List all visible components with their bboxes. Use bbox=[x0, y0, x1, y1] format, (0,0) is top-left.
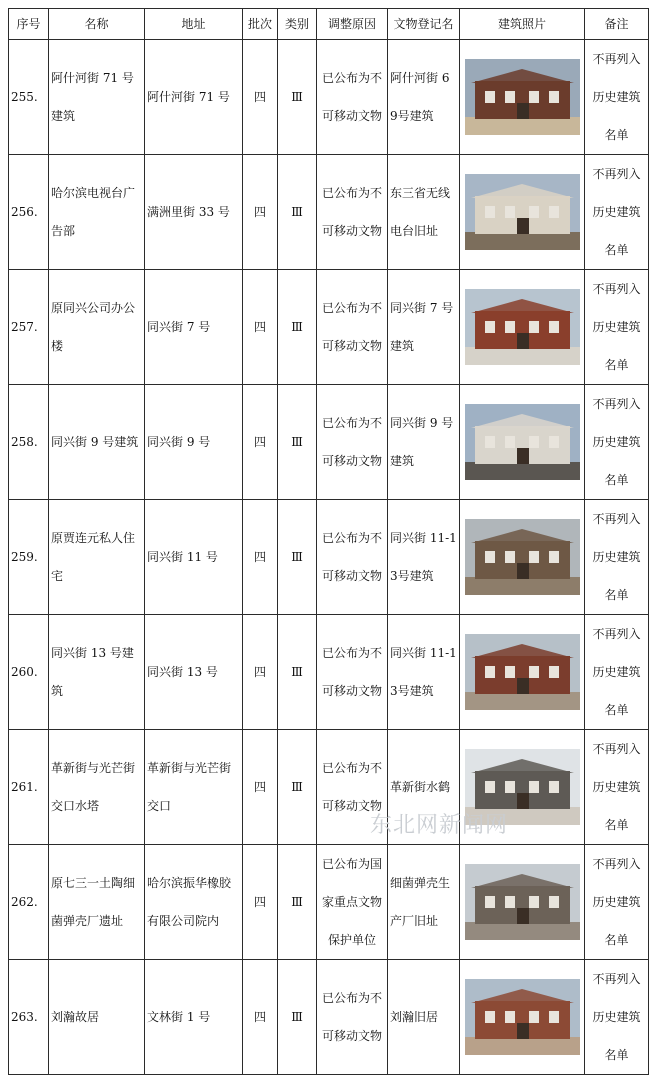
batch-text: 四 bbox=[253, 90, 266, 104]
name-text: 刘瀚故居 bbox=[51, 1010, 100, 1024]
category-cell bbox=[278, 500, 317, 615]
remark-cell bbox=[585, 385, 649, 500]
address-cell bbox=[145, 500, 243, 615]
name-text: 原贾连元私人住宅 bbox=[51, 531, 136, 583]
header-reason: 调整原因 bbox=[317, 9, 388, 40]
remark-cell bbox=[585, 615, 649, 730]
remark-text: 不再列入历史建筑名单 bbox=[592, 857, 641, 947]
relic-name-cell bbox=[388, 40, 460, 155]
name-cell bbox=[49, 385, 145, 500]
remark-text: 不再列入历史建筑名单 bbox=[592, 167, 641, 257]
name-cell bbox=[49, 40, 145, 155]
address-text: 文林街 1 号 bbox=[147, 1010, 211, 1024]
seq-cell bbox=[9, 845, 49, 960]
reason-text: 已公布为不可移动文物 bbox=[321, 646, 382, 698]
remark-cell bbox=[585, 155, 649, 270]
table-row bbox=[9, 40, 649, 155]
batch-cell bbox=[243, 155, 278, 270]
photo-building-256 bbox=[465, 174, 580, 250]
photo-cell bbox=[460, 500, 585, 615]
photo-cell bbox=[460, 155, 585, 270]
category-cell bbox=[278, 730, 317, 845]
seq-text: 263. bbox=[11, 1010, 38, 1024]
seq-cell bbox=[9, 960, 49, 1075]
remark-text: 不再列入历史建筑名单 bbox=[592, 742, 641, 832]
relic-name-cell bbox=[388, 155, 460, 270]
address-text: 同兴街 9 号 bbox=[147, 435, 211, 449]
seq-cell bbox=[9, 270, 49, 385]
address-text: 哈尔滨振华橡胶有限公司院内 bbox=[147, 876, 232, 928]
name-cell bbox=[49, 615, 145, 730]
remark-cell bbox=[585, 730, 649, 845]
seq-text: 256. bbox=[11, 205, 38, 219]
remark-cell bbox=[585, 270, 649, 385]
relic-name-cell bbox=[388, 960, 460, 1075]
name-cell bbox=[49, 500, 145, 615]
remark-text: 不再列入历史建筑名单 bbox=[592, 972, 641, 1062]
relic-name-text: 阿什河街 69号建筑 bbox=[390, 71, 450, 123]
photo-cell bbox=[460, 270, 585, 385]
address-text: 满洲里街 33 号 bbox=[147, 205, 230, 219]
table-row bbox=[9, 385, 649, 500]
name-text: 革新街与光芒街交口水塔 bbox=[51, 761, 136, 813]
category-text: Ⅲ bbox=[291, 895, 303, 909]
photo-cell bbox=[460, 960, 585, 1075]
category-cell bbox=[278, 270, 317, 385]
batch-text: 四 bbox=[253, 435, 266, 449]
name-text: 同兴街 9 号建筑 bbox=[51, 435, 139, 449]
table-row bbox=[9, 615, 649, 730]
remark-text: 不再列入历史建筑名单 bbox=[592, 282, 641, 372]
seq-text: 259. bbox=[11, 550, 38, 564]
name-text: 同兴街 13 号建筑 bbox=[51, 646, 134, 698]
seq-text: 260. bbox=[11, 665, 38, 679]
name-cell bbox=[49, 845, 145, 960]
table-row bbox=[9, 270, 649, 385]
header-address: 地址 bbox=[145, 9, 243, 40]
batch-cell bbox=[243, 845, 278, 960]
address-cell bbox=[145, 155, 243, 270]
seq-text: 257. bbox=[11, 320, 38, 334]
batch-cell bbox=[243, 730, 278, 845]
category-cell bbox=[278, 155, 317, 270]
batch-cell bbox=[243, 960, 278, 1075]
seq-text: 261. bbox=[11, 780, 38, 794]
relic-name-cell bbox=[388, 270, 460, 385]
header-relic-name: 文物登记名 bbox=[388, 9, 460, 40]
photo-building-260 bbox=[465, 634, 580, 710]
category-text: Ⅲ bbox=[291, 665, 303, 679]
address-text: 同兴街 11 号 bbox=[147, 550, 218, 564]
reason-cell bbox=[317, 155, 388, 270]
address-text: 阿什河街 71 号 bbox=[147, 90, 230, 104]
address-cell bbox=[145, 845, 243, 960]
reason-cell bbox=[317, 500, 388, 615]
batch-text: 四 bbox=[253, 665, 266, 679]
photo-building-257 bbox=[465, 289, 580, 365]
batch-text: 四 bbox=[253, 1010, 266, 1024]
seq-cell bbox=[9, 40, 49, 155]
relic-name-text: 刘瀚旧居 bbox=[390, 1010, 439, 1024]
name-cell bbox=[49, 960, 145, 1075]
category-cell bbox=[278, 40, 317, 155]
relic-name-text: 东三省无线电台旧址 bbox=[390, 186, 451, 238]
photo-building-255 bbox=[465, 59, 580, 135]
reason-cell bbox=[317, 385, 388, 500]
photo-building-258 bbox=[465, 404, 580, 480]
name-text: 原同兴公司办公楼 bbox=[51, 301, 136, 353]
category-cell bbox=[278, 615, 317, 730]
seq-cell bbox=[9, 730, 49, 845]
historic-buildings-table bbox=[8, 8, 649, 1075]
batch-text: 四 bbox=[253, 205, 266, 219]
header-category: 类别 bbox=[278, 9, 317, 40]
relic-name-cell bbox=[388, 845, 460, 960]
relic-name-text: 革新街水鹤 bbox=[390, 780, 451, 794]
reason-cell bbox=[317, 270, 388, 385]
photo-cell bbox=[460, 40, 585, 155]
table-row bbox=[9, 845, 649, 960]
address-text: 同兴街 7 号 bbox=[147, 320, 211, 334]
header-row bbox=[9, 9, 649, 40]
remark-text: 不再列入历史建筑名单 bbox=[592, 397, 641, 487]
address-text: 革新街与光芒街交口 bbox=[147, 761, 232, 813]
seq-text: 258. bbox=[11, 435, 38, 449]
header-seq: 序号 bbox=[9, 9, 49, 40]
category-text: Ⅲ bbox=[291, 90, 303, 104]
batch-cell bbox=[243, 270, 278, 385]
name-cell bbox=[49, 730, 145, 845]
name-cell bbox=[49, 270, 145, 385]
seq-cell bbox=[9, 155, 49, 270]
category-text: Ⅲ bbox=[291, 205, 303, 219]
remark-text: 不再列入历史建筑名单 bbox=[592, 627, 641, 717]
table-row bbox=[9, 155, 649, 270]
table-row bbox=[9, 500, 649, 615]
batch-text: 四 bbox=[253, 895, 266, 909]
reason-cell bbox=[317, 960, 388, 1075]
category-cell bbox=[278, 385, 317, 500]
reason-cell bbox=[317, 40, 388, 155]
batch-cell bbox=[243, 615, 278, 730]
address-text: 同兴街 13 号 bbox=[147, 665, 218, 679]
batch-cell bbox=[243, 385, 278, 500]
address-cell bbox=[145, 960, 243, 1075]
table-row bbox=[9, 960, 649, 1075]
category-text: Ⅲ bbox=[291, 1010, 303, 1024]
seq-cell bbox=[9, 385, 49, 500]
header-batch: 批次 bbox=[243, 9, 278, 40]
seq-cell bbox=[9, 615, 49, 730]
relic-name-cell bbox=[388, 615, 460, 730]
header-name: 名称 bbox=[49, 9, 145, 40]
header-photo: 建筑照片 bbox=[460, 9, 585, 40]
name-text: 原七三一土陶细菌弹壳厂遗址 bbox=[51, 876, 136, 928]
address-cell bbox=[145, 615, 243, 730]
relic-name-cell bbox=[388, 500, 460, 615]
watermark-logo: 东北网新闻网 bbox=[370, 813, 509, 838]
reason-cell bbox=[317, 845, 388, 960]
relic-name-text: 同兴街 7 号建筑 bbox=[390, 301, 454, 353]
header-remark: 备注 bbox=[585, 9, 649, 40]
photo-cell bbox=[460, 385, 585, 500]
reason-text: 已公布为不可移动文物 bbox=[321, 761, 382, 813]
relic-name-text: 细菌弹壳生产厂旧址 bbox=[390, 876, 451, 928]
remark-text: 不再列入历史建筑名单 bbox=[592, 512, 641, 602]
reason-text: 已公布为不可移动文物 bbox=[321, 71, 382, 123]
seq-text: 262. bbox=[11, 895, 38, 909]
photo-ruins-262 bbox=[465, 864, 580, 940]
photo-building-259 bbox=[465, 519, 580, 595]
photo-building-263 bbox=[465, 979, 580, 1055]
address-cell bbox=[145, 270, 243, 385]
table-row bbox=[9, 730, 649, 845]
remark-cell bbox=[585, 960, 649, 1075]
remark-cell bbox=[585, 845, 649, 960]
reason-text: 已公布为不可移动文物 bbox=[321, 991, 382, 1043]
category-text: Ⅲ bbox=[291, 550, 303, 564]
reason-text: 已公布为国家重点文物保护单位 bbox=[321, 857, 382, 947]
category-cell bbox=[278, 960, 317, 1075]
category-cell bbox=[278, 845, 317, 960]
batch-text: 四 bbox=[253, 780, 266, 794]
remark-cell bbox=[585, 500, 649, 615]
relic-name-text: 同兴街 11-13号建筑 bbox=[390, 531, 457, 583]
reason-text: 已公布为不可移动文物 bbox=[321, 301, 382, 353]
category-text: Ⅲ bbox=[291, 435, 303, 449]
photo-cell bbox=[460, 615, 585, 730]
relic-name-text: 同兴街 9 号建筑 bbox=[390, 416, 454, 468]
reason-text: 已公布为不可移动文物 bbox=[321, 186, 382, 238]
reason-cell bbox=[317, 615, 388, 730]
batch-cell bbox=[243, 40, 278, 155]
address-cell bbox=[145, 385, 243, 500]
batch-text: 四 bbox=[253, 550, 266, 564]
name-cell bbox=[49, 155, 145, 270]
batch-cell bbox=[243, 500, 278, 615]
address-cell bbox=[145, 40, 243, 155]
remark-text: 不再列入历史建筑名单 bbox=[592, 52, 641, 142]
reason-text: 已公布为不可移动文物 bbox=[321, 531, 382, 583]
category-text: Ⅲ bbox=[291, 780, 303, 794]
relic-name-cell bbox=[388, 385, 460, 500]
batch-text: 四 bbox=[253, 320, 266, 334]
address-cell bbox=[145, 730, 243, 845]
seq-cell bbox=[9, 500, 49, 615]
photo-cell bbox=[460, 845, 585, 960]
remark-cell bbox=[585, 40, 649, 155]
reason-text: 已公布为不可移动文物 bbox=[321, 416, 382, 468]
category-text: Ⅲ bbox=[291, 320, 303, 334]
seq-text: 255. bbox=[11, 90, 38, 104]
relic-name-text: 同兴街 11-13号建筑 bbox=[390, 646, 457, 698]
name-text: 哈尔滨电视台广告部 bbox=[51, 186, 136, 238]
name-text: 阿什河街 71 号建筑 bbox=[51, 71, 134, 123]
